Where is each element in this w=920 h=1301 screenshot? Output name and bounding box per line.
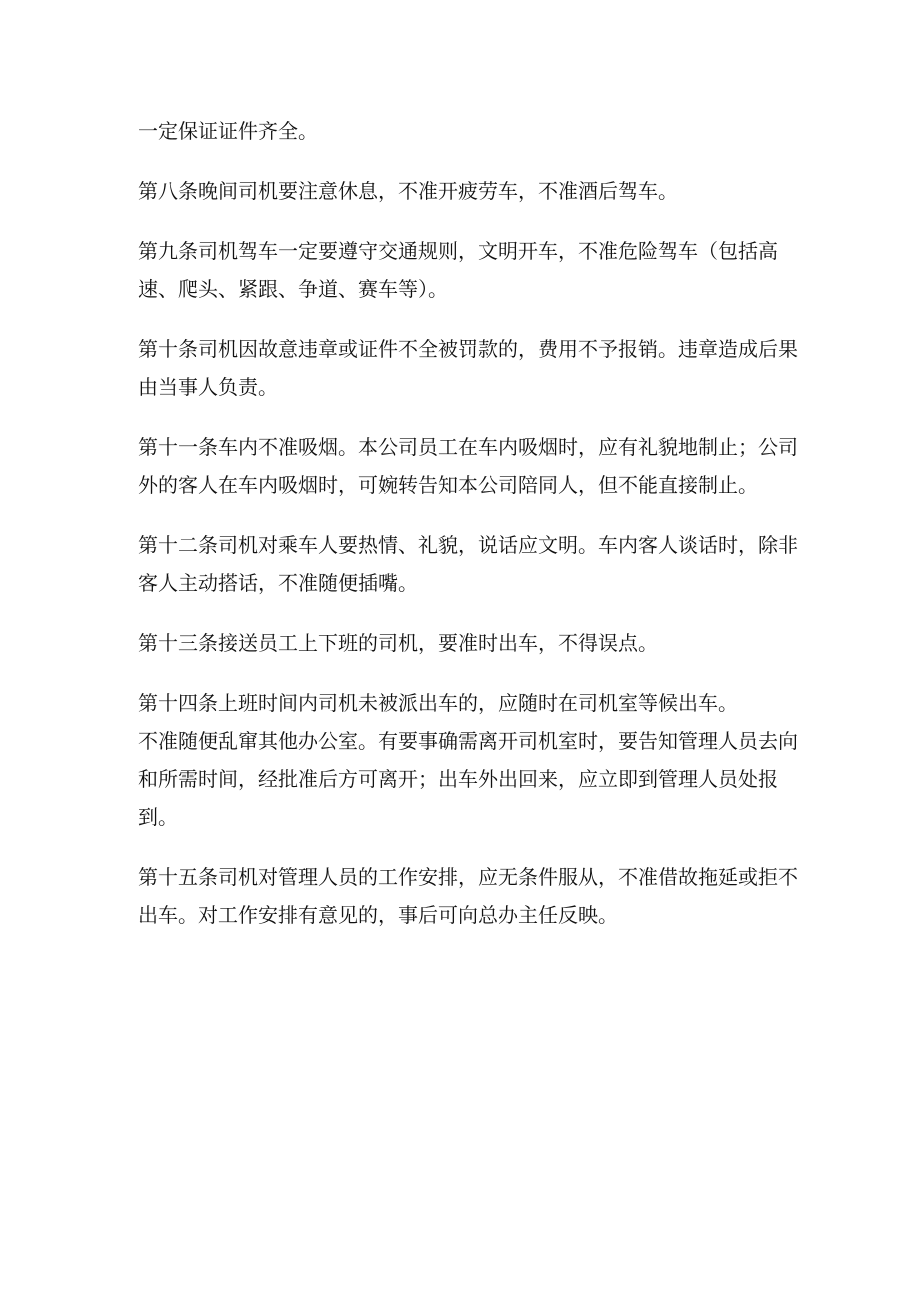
- article-14-continued: 不准随便乱窜其他办公室。有要事确需离开司机室时，要告知管理人员去向和所需时间，经批准后方可离开；出车外出回来，应立即到管理人员处报到。: [138, 729, 798, 829]
- document-body: [138, 112, 798, 956]
- article-14: 第十四条上班时间内司机未被派出车的，应随时在司机室等候出车。: [138, 691, 738, 715]
- article-11: 第十一条车内不准吸烟。本公司员工在车内吸烟时，应有礼貌地制止；公司外的客人在车内吸烟时，可婉转告知本公司陪同人，但不能直接制止。: [138, 435, 798, 497]
- paragraph-continuation: 一定保证证件齐全。: [138, 119, 318, 143]
- article-8: 第八条晚间司机要注意休息，不准开疲劳车，不准酒后驾车。: [138, 179, 678, 203]
- article-13: 第十三条接送员工上下班的司机，要准时出车，不得误点。: [138, 631, 658, 655]
- article-12: 第十二条司机对乘车人要热情、礼貌，说话应文明。车内客人谈话时，除非客人主动搭话，不准随便插嘴。: [138, 533, 798, 595]
- article-15: 第十五条司机对管理人员的工作安排，应无条件服从，不准借故拖延或拒不出车。对工作安排有意见的，事后可向总办主任反映。: [138, 865, 798, 927]
- article-9: 第九条司机驾车一定要遵守交通规则，文明开车，不准危险驾车（包括高速、爬头、紧跟、争道、赛车等）。: [138, 239, 778, 301]
- article-10: 第十条司机因故意违章或证件不全被罚款的，费用不予报销。违章造成后果由当事人负责。: [138, 337, 798, 399]
